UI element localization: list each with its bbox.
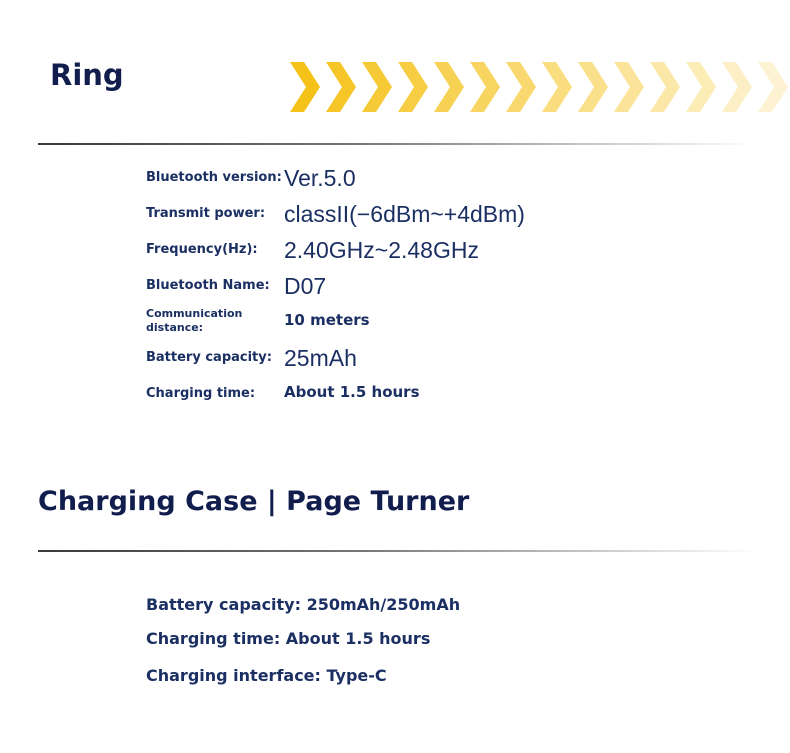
- chevron-icon: [542, 62, 572, 112]
- spec-label-communication-distance: Communication distance:: [146, 307, 243, 334]
- spec-value-charging-time: About 1.5 hours: [284, 383, 420, 401]
- case-charging-time: Charging time: About 1.5 hours: [146, 629, 431, 648]
- charging-case-section-title: Charging Case | Page Turner: [38, 486, 470, 517]
- chevron-icon: [758, 62, 788, 112]
- section-divider: [38, 550, 758, 552]
- chevron-icon: [362, 62, 392, 112]
- spec-label-bluetooth-name: Bluetooth Name:: [146, 278, 270, 293]
- chevron-icon: [686, 62, 716, 112]
- section-divider: [38, 143, 758, 145]
- chevron-icon: [434, 62, 464, 112]
- chevron-arrows-decoration: [290, 62, 790, 112]
- ring-section-title: Ring: [50, 58, 124, 92]
- spec-label-charging-time: Charging time:: [146, 386, 256, 401]
- case-battery-capacity: Battery capacity: 250mAh/250mAh: [146, 595, 461, 614]
- spec-label-battery-capacity: Battery capacity:: [146, 350, 272, 365]
- chevron-icon: [614, 62, 644, 112]
- spec-value-bluetooth-name: D07: [284, 273, 327, 299]
- chevron-icon: [470, 62, 500, 112]
- chevron-icon: [578, 62, 608, 112]
- spec-value-bluetooth-version: Ver.5.0: [284, 165, 356, 191]
- spec-value-frequency: 2.40GHz~2.48GHz: [284, 237, 479, 263]
- chevron-icon: [650, 62, 680, 112]
- chevron-icon: [722, 62, 752, 112]
- spec-label-bluetooth-version: Bluetooth version:: [146, 170, 282, 185]
- chevron-icon: [506, 62, 536, 112]
- spec-value-battery-capacity: 25mAh: [284, 345, 357, 371]
- spec-value-transmit-power: classII(−6dBm~+4dBm): [284, 201, 525, 227]
- chevron-icon: [290, 62, 320, 112]
- spec-label-frequency: Frequency(Hz):: [146, 242, 258, 257]
- chevron-icon: [398, 62, 428, 112]
- spec-label-transmit-power: Transmit power:: [146, 206, 266, 221]
- chevron-icon: [326, 62, 356, 112]
- case-charging-interface: Charging interface: Type-C: [146, 666, 387, 685]
- spec-value-communication-distance: 10 meters: [284, 311, 370, 329]
